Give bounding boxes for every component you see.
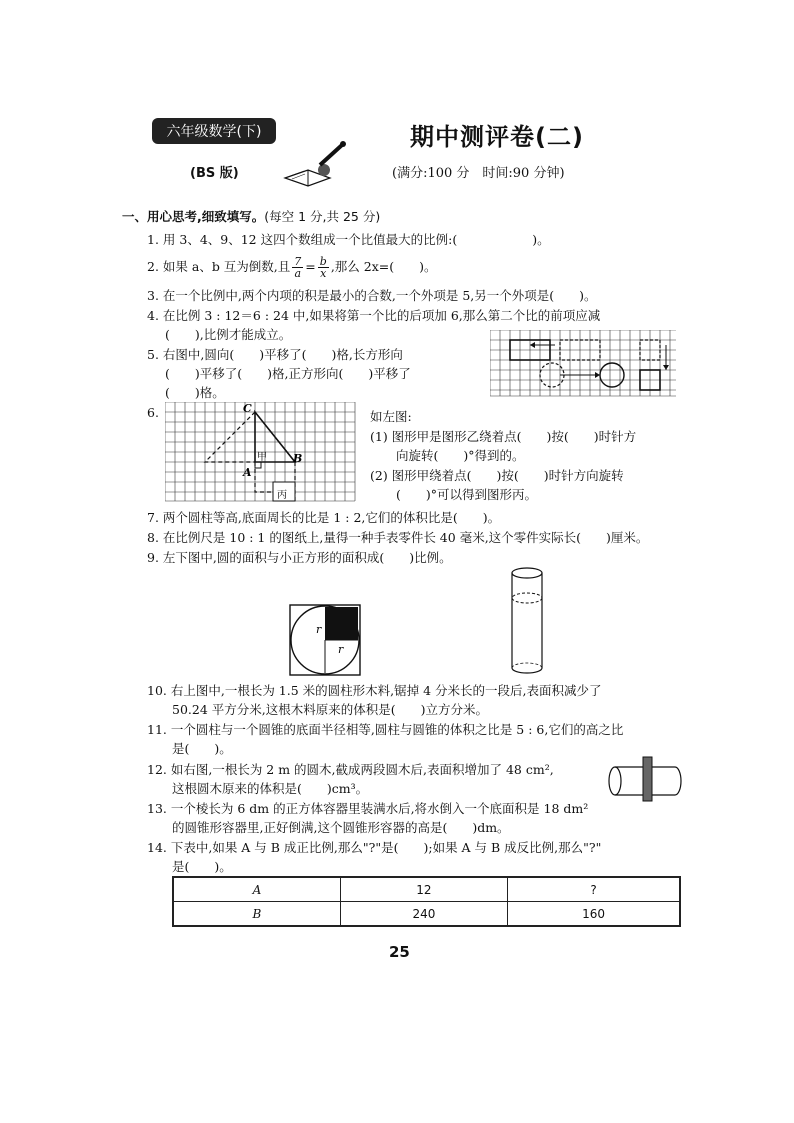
table-cell: 240 xyxy=(340,902,507,927)
q9-radius-label-1: r xyxy=(316,623,322,636)
q2-eq: = xyxy=(305,259,316,274)
edition-label: (BS 版) xyxy=(190,166,239,181)
question-8: 8. 在比例尺是 10 : 1 的图纸上,量得一种手表零件长 40 毫米,这个零件实际长( )厘米。 xyxy=(147,530,649,545)
q2-f1-num: 7 xyxy=(294,255,302,268)
page-title: 期中测评卷(二) xyxy=(410,123,584,151)
question-14-line2: 是( )。 xyxy=(172,859,232,874)
q10-cylinder-figure xyxy=(505,565,549,680)
q9-radius-label-2: r xyxy=(338,643,344,656)
question-10-line2: 50.24 平方分米,这根木料原来的体积是( )立方分米。 xyxy=(172,702,488,717)
question-6-part1-line2: 向旋转( )°得到的。 xyxy=(396,448,525,463)
exam-info: (满分:100 分 时间:90 分钟) xyxy=(392,166,565,181)
q6-label-jia: 甲 xyxy=(257,452,267,463)
q2-f1-den: a xyxy=(294,267,302,280)
question-6-part2-line1: (2) 图形甲绕着点( )按( )时针方向旋转 xyxy=(370,468,624,483)
question-11-line2: 是( )。 xyxy=(172,741,232,756)
table-cell: ? xyxy=(508,877,680,902)
table-cell: B xyxy=(173,902,340,927)
question-5-line2: ( )平移了( )格,正方形向( )平移了 xyxy=(165,366,411,381)
q2-f2-num: b xyxy=(319,255,327,268)
question-6-number: 6. xyxy=(147,405,159,420)
table-cell: 12 xyxy=(340,877,507,902)
table-cell: A xyxy=(173,877,340,902)
q2-fraction-1 xyxy=(292,256,303,279)
question-13-line2: 的圆锥形容器里,正好倒满,这个圆锥形容器的高是( )dm。 xyxy=(172,820,510,835)
q6-label-bing: 丙 xyxy=(277,490,287,501)
question-7: 7. 两个圆柱等高,底面周长的比是 1 : 2,它们的体积比是( )。 xyxy=(147,510,501,525)
q9-circle-square-figure xyxy=(288,603,364,677)
q2-fraction-2 xyxy=(318,256,329,279)
q12-log-figure xyxy=(605,755,685,805)
section-title: 一、用心思考,细致填写。 xyxy=(122,209,265,224)
question-9: 9. 左下图中,圆的面积与小正方形的面积成( )比例。 xyxy=(147,550,452,565)
section-heading xyxy=(122,207,380,225)
q6-label-B: B xyxy=(293,452,303,465)
question-12-line1: 12. 如右图,一根长为 2 m 的圆木,截成两段圆木后,表面积增加了 48 cm², xyxy=(147,762,554,777)
q14-table xyxy=(172,876,681,927)
table-row xyxy=(173,902,680,927)
question-5-line3: ( )格。 xyxy=(165,385,225,400)
q5-translation-grid xyxy=(490,330,680,400)
question-12-line2: 这根圆木原来的体积是( )cm³。 xyxy=(172,781,369,796)
question-4-line1: 4. 在比例 3 : 12＝6 : 24 中,如果将第一个比的后项加 6,那么第二个比的前项应减 xyxy=(147,308,601,323)
q6-rotation-grid xyxy=(165,402,360,504)
q2-f2-den: x xyxy=(320,267,327,280)
question-5-line1: 5. 右图中,圆向( )平移了( )格,长方形向 xyxy=(147,347,403,362)
question-1: 1. 用 3、4、9、12 这四个数组成一个比值最大的比例:( )。 xyxy=(147,232,550,247)
q2-text-a: 2. 如果 a、b 互为倒数,且 xyxy=(147,259,291,274)
question-6-part1-line1: (1) 图形甲是图形乙绕着点( )按( )时针方 xyxy=(370,429,637,444)
question-10-line1: 10. 右上图中,一根长为 1.5 米的圆柱形木料,锯掉 4 分米长的一段后,表面积减少了 xyxy=(147,683,602,698)
section-note: (每空 1 分,共 25 分) xyxy=(264,209,381,224)
table-cell: 160 xyxy=(508,902,680,927)
question-4-line2: ( ),比例才能成立。 xyxy=(165,327,292,342)
table-row xyxy=(173,877,680,902)
book-pen-illustration xyxy=(280,140,350,190)
question-13-line1: 13. 一个棱长为 6 dm 的正方体容器里装满水后,将水倒入一个底面积是 18 dm² xyxy=(147,801,589,816)
q6-label-A: A xyxy=(243,466,252,479)
question-14-line1: 14. 下表中,如果 A 与 B 成正比例,那么"?"是( );如果 A 与 B 成反比例,那么"?" xyxy=(147,840,602,855)
page-number: 25 xyxy=(389,943,410,961)
question-6-part2-line2: ( )°可以得到图形丙。 xyxy=(396,487,538,502)
q2-text-b: ,那么 2x=( )。 xyxy=(330,259,437,274)
question-11-line1: 11. 一个圆柱与一个圆锥的底面半径相等,圆柱与圆锥的体积之比是 5 : 6,它们的高之比 xyxy=(147,722,624,737)
question-2 xyxy=(147,256,437,279)
q6-label-C: C xyxy=(243,402,252,415)
question-6-intro: 如左图: xyxy=(370,409,412,424)
grade-badge: 六年级数学(下) xyxy=(152,118,276,144)
question-3: 3. 在一个比例中,两个内项的积是最小的合数,一个外项是 5,另一个外项是( )。 xyxy=(147,288,597,303)
